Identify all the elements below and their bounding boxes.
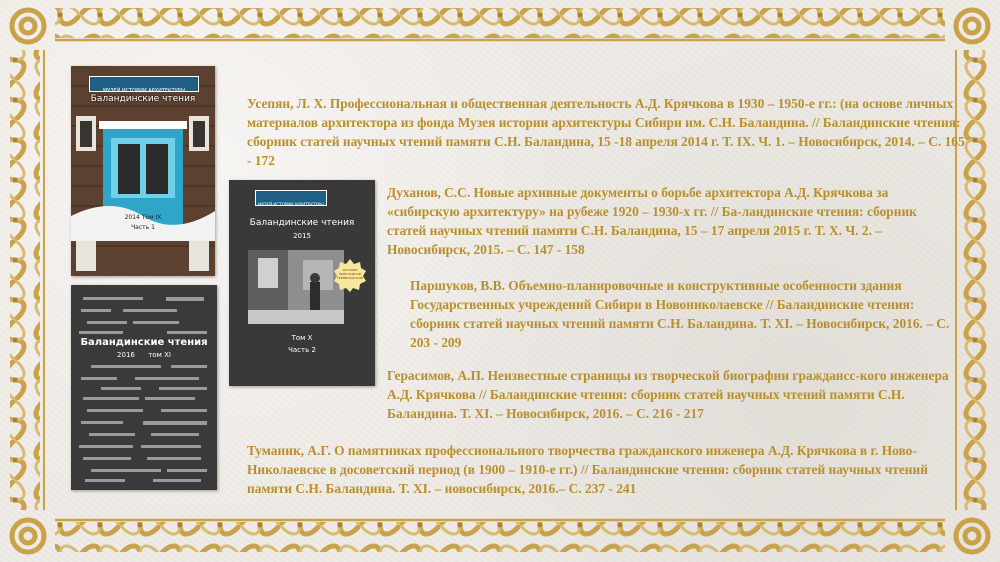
book-cover-2016 xyxy=(71,285,217,490)
cover-part: Часть 2 xyxy=(288,346,316,354)
cover-title: Баландинские чтения xyxy=(90,94,196,104)
word-collage xyxy=(71,285,217,490)
reference-tumanik: Туманик, А.Г. О памятниках профессионального творчества гражданского инженера А.Д. Крячкова в г. Ново-Николаевске в досоветский период (в 1900 – 1910-е гг.) // Баландинские чтения: сборник статей научных чтений памяти С.Н. Баландина. Т. XI. – новосибирск, 2016.– С. 237 - 241 xyxy=(247,443,928,496)
cover-year-volume: 2016 том XI xyxy=(117,351,171,359)
museum-badge: МУЗЕЙ ИСТОРИИ АРХИТЕКТУРЫ xyxy=(258,202,324,207)
cover-year: 2015 xyxy=(293,232,311,240)
museum-badge: МУЗЕЙ ИСТОРИИ АРХИТЕКТУРЫ xyxy=(102,88,186,94)
reference-usepyan: Усепян, Л. Х. Профессиональная и общественная деятельность А.Д. Крячкова в 1930 – 1950-е гг.: (на основе личных материалов архитектора из фонда Музея истории архитектуры Сибири им. С.Н. Баландина. // Баландинские чтения: сборник статей научных чтений памяти С.Н. Баландина, 15 -18 апреля 2014 г. Т. IX. Ч. 1. – Новосибирск, 2014. – С. 165 - 172 xyxy=(247,96,965,168)
reference-parshukov: Паршуков, В.В. Объемно-планировочные и конструктивные особенности здания Государственных учреждений Сибири в Новониколаевске // Баландинские чтения: сборник статей научных чтений памяти С.Н. Баландина. Т. XI. – Новосибирск, 2016. – С. 203 - 209 xyxy=(410,278,950,350)
archive-photo xyxy=(248,250,344,324)
reference-dukhanov: Духанов, С.С. Новые архивные документы о борьбе архитектора А.Д. Крячкова за «сибирскую архитектуру» на рубеже 1920 – 1930-х гг. // Ба-ландинские чтения: сборник статей научных чтений памяти С.Н. Баландина, 15 – 17 апреля 2015 г. Т. Х. Ч. 2. – Новосибирск, 2015. – С. 147 - 158 xyxy=(387,185,917,257)
book-cover-2014 xyxy=(71,66,215,276)
book-cover-2015 xyxy=(229,180,375,386)
cover-title: Баландинские чтения xyxy=(249,218,355,228)
reference-gerasimov: Герасимов, А.П. Неизвестные страницы из творческой биографии граждансс-кого инженера А.Д. Крячкова // Баландинские чтения: сборник статей научных чтений памяти С.Н. Баландина. Т. XI. – Новосибирск, 2016. – С. 216 - 217 xyxy=(387,368,949,421)
sticker-text: ИСТОРИЯ ПРИКЛАДНОЙ ТЕРМИНОЛОГИИ xyxy=(337,268,363,280)
cover-title: Баландинские чтения xyxy=(80,337,208,348)
cover-year-volume: 2014 Том IX xyxy=(124,214,162,221)
cover-volume: Том X xyxy=(291,334,313,342)
cover-part: Часть 1 xyxy=(131,224,155,231)
